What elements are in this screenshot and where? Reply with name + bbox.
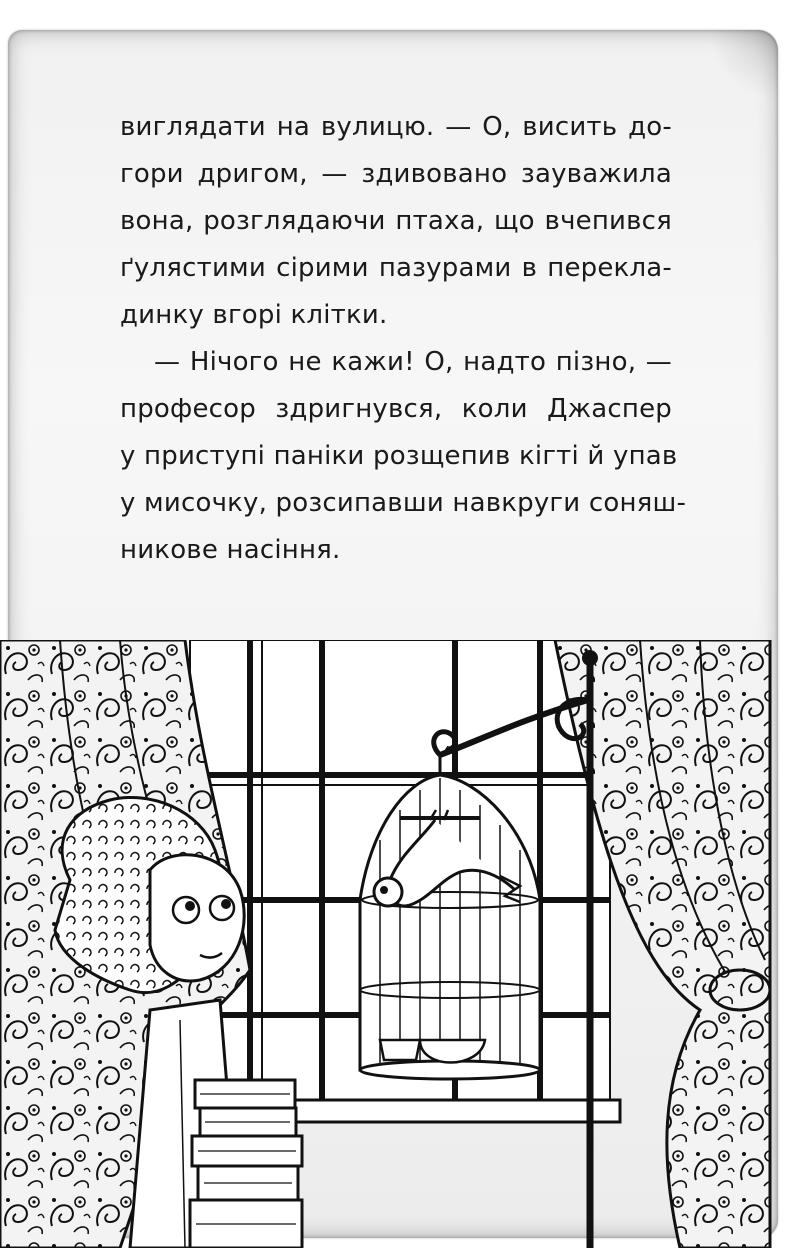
illustration xyxy=(0,640,800,1248)
paper-corner-shadow xyxy=(708,30,778,100)
text-line: динку вгорі клітки. xyxy=(120,300,388,330)
text-line: никове насіння. xyxy=(120,535,341,565)
text-line: виглядати на вулицю. — О, висить до- xyxy=(120,112,672,142)
books-stack-icon xyxy=(190,1080,302,1248)
text-line: професор здригнувся, коли Джаспер xyxy=(120,394,672,424)
text-line: у приступі паніки розщепив кігті й упав xyxy=(120,441,678,471)
text-line: вона, розглядаючи птаха, що вчепився xyxy=(120,206,672,236)
text-block xyxy=(120,104,687,574)
text-line: ґулястими сірими пазурами в перекла- xyxy=(120,253,672,283)
text-line: — Нічого не кажи! О, надто пізно, — xyxy=(154,347,672,377)
text-line: гори дригом, — здивовано зауважила xyxy=(120,159,672,189)
illustration-svg xyxy=(0,640,800,1248)
text-line: у мисочку, розсипавши навкруги соняш- xyxy=(120,488,687,518)
